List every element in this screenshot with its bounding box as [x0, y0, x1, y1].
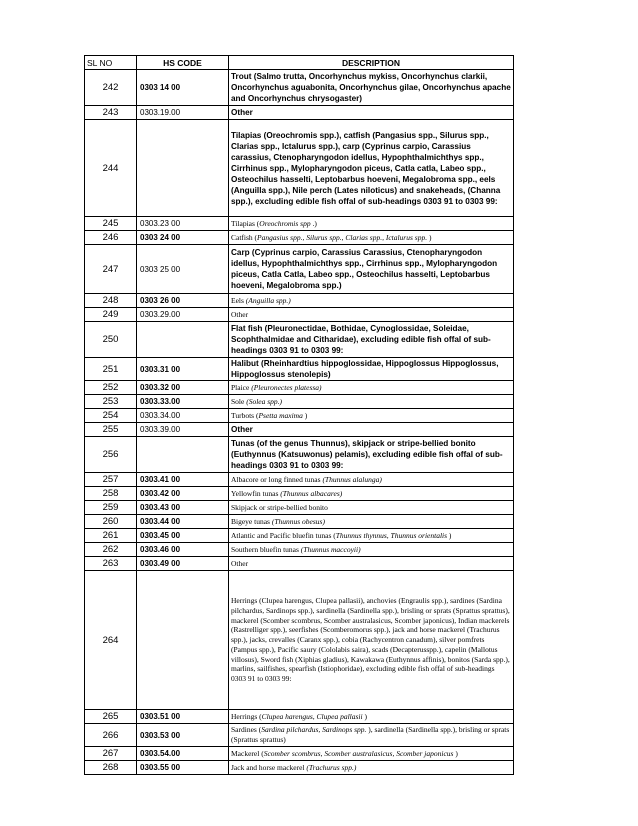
hs-code — [137, 120, 229, 217]
description: Catfish (Pangasius spp., Silurus spp., Clarias spp., Ictalurus spp. ) — [229, 231, 514, 245]
sl-no: 247 — [85, 245, 137, 294]
description: Atlantic and Pacific bluefin tunas (Thunnus thynnus, Thunnus orientalis ) — [229, 529, 514, 543]
hs-code: 0303 26 00 — [137, 294, 229, 308]
sl-no: 264 — [85, 571, 137, 710]
hs-code — [137, 437, 229, 473]
sl-no: 258 — [85, 487, 137, 501]
description: Turbots (Psetta maxima ) — [229, 409, 514, 423]
table-row — [85, 231, 514, 245]
hs-code: 0303 24 00 — [137, 231, 229, 245]
table-row — [85, 515, 514, 529]
hs-code: 0303.45 00 — [137, 529, 229, 543]
description: Albacore or long finned tunas (Thunnus alalunga) — [229, 473, 514, 487]
table-row — [85, 409, 514, 423]
description: Mackerel (Scomber scombrus, Scomber australasicus, Scomber japonicus ) — [229, 747, 514, 761]
hs-code: 0303.19.00 — [137, 106, 229, 120]
description: Plaice (Pleuronectes platessa) — [229, 381, 514, 395]
description: Tunas (of the genus Thunnus), skipjack or stripe-bellied bonito (Euthynnus (Katsuwonus) pelamis), excluding edible fish offal of sub-headings 0303 91 to 0303 99: — [229, 437, 514, 473]
table-row — [85, 473, 514, 487]
description: Other — [229, 308, 514, 322]
table-row — [85, 381, 514, 395]
description: Jack and horse mackerel (Trachurus spp.) — [229, 761, 514, 775]
description: Southern bluefin tunas (Thunnus maccoyii) — [229, 543, 514, 557]
table-row — [85, 747, 514, 761]
hs-code — [137, 322, 229, 358]
description: Other — [229, 423, 514, 437]
table-row — [85, 710, 514, 724]
hs-code: 0303.23 00 — [137, 217, 229, 231]
hs-code: 0303.33.00 — [137, 395, 229, 409]
table-row — [85, 761, 514, 775]
hs-code: 0303.55 00 — [137, 761, 229, 775]
table-row — [85, 437, 514, 473]
table-row — [85, 294, 514, 308]
table-row — [85, 308, 514, 322]
table-row — [85, 529, 514, 543]
description: Sole (Solea spp.) — [229, 395, 514, 409]
table-row — [85, 322, 514, 358]
hs-code: 0303.42 00 — [137, 487, 229, 501]
description: Skipjack or stripe-bellied bonito — [229, 501, 514, 515]
table-row — [85, 501, 514, 515]
description: Carp (Cyprinus carpio, Carassius Carassius, Ctenopharyngodon idellus, Hypophthalmichthys spp., Cirrhinus spp., Mylopharyngodon piceus, Catla Catla, Labeo spp., Osteochilus hasselti, Leptobarbus hoeveni, Megalobroma spp.) — [229, 245, 514, 294]
sl-no: 267 — [85, 747, 137, 761]
hs-code: 0303.49 00 — [137, 557, 229, 571]
sl-no: 261 — [85, 529, 137, 543]
table-row — [85, 557, 514, 571]
sl-no: 256 — [85, 437, 137, 473]
description: Other — [229, 557, 514, 571]
hs-code: 0303.39.00 — [137, 423, 229, 437]
sl-no: 246 — [85, 231, 137, 245]
table-row — [85, 217, 514, 231]
description: Trout (Salmo trutta, Oncorhynchus mykiss, Oncorhynchus clarkii, Oncorhynchus aguabonita, Oncorhynchus gilae, Oncorhynchus apache and Oncorhynchus chrysogaster) — [229, 70, 514, 106]
sl-no: 248 — [85, 294, 137, 308]
description: Yellowfin tunas (Thunnus albacares) — [229, 487, 514, 501]
description: Other — [229, 106, 514, 120]
table-row — [85, 571, 514, 710]
hs-code: 0303 14 00 — [137, 70, 229, 106]
table-row — [85, 120, 514, 217]
hs-code: 0303.53 00 — [137, 724, 229, 747]
description: Halibut (Rheinhardtius hippoglossidae, Hippoglossus Hippoglossus, Hippoglossus stenolepis) — [229, 358, 514, 381]
hs-code: 0303.32 00 — [137, 381, 229, 395]
hs-code: 0303.31 00 — [137, 358, 229, 381]
sl-no: 245 — [85, 217, 137, 231]
table-row — [85, 358, 514, 381]
sl-no: 265 — [85, 710, 137, 724]
hs-code-table — [84, 55, 514, 775]
sl-no: 260 — [85, 515, 137, 529]
sl-no: 259 — [85, 501, 137, 515]
sl-no: 249 — [85, 308, 137, 322]
hs-code: 0303.44 00 — [137, 515, 229, 529]
description: Tilapias (Oreochromis spp .) — [229, 217, 514, 231]
sl-no: 243 — [85, 106, 137, 120]
description: Bigeye tunas (Thunnus obesus) — [229, 515, 514, 529]
sl-no: 266 — [85, 724, 137, 747]
table-row — [85, 543, 514, 557]
sl-no: 255 — [85, 423, 137, 437]
sl-no: 262 — [85, 543, 137, 557]
hs-code: 0303.54.00 — [137, 747, 229, 761]
table-row — [85, 245, 514, 294]
sl-no: 257 — [85, 473, 137, 487]
table-row — [85, 724, 514, 747]
hs-code: 0303 25 00 — [137, 245, 229, 294]
hs-code: 0303.43 00 — [137, 501, 229, 515]
hs-code — [137, 571, 229, 710]
hs-code: 0303.46 00 — [137, 543, 229, 557]
sl-no: 253 — [85, 395, 137, 409]
description: Herrings (Clupea harengus, Clupea pallasii), anchovies (Engraulis spp.), sardines (Sardina pilchardus, Sardinops spp.), sardinella (Sardinella spp.), brisling or sprats (Sprattus sprattus), mackerel (Scomber scombrus, Scomber australasicus, Scomber japonicus), Indian mackerels (Rastrelliger spp.), seerfishes (Scomberomorus spp.), jack and horse mackerel (Trachurus spp.), jacks, crevalles (Caranx spp.), cobia (Rachycentron canadum), silver pomfrets (Pampus spp.), Pacific saury (Cololabis saira), scads (Decapterusspp.), capelin (Mallotus villosus), Sword fish (Xiphias gladius), Kawakawa (Euthynnus affinis), bonitos (Sarda spp.), marlins, sailfishes, spearfish (Istiophoridae), excluding edible fish offal of sub-headings 0303 91 to 0303 99: — [229, 571, 514, 710]
sl-no: 254 — [85, 409, 137, 423]
header-description: DESCRIPTION — [229, 56, 514, 70]
table-row — [85, 395, 514, 409]
description: Herrings (Clupea harengus, Clupea pallasii ) — [229, 710, 514, 724]
table-row — [85, 106, 514, 120]
hs-code: 0303.51 00 — [137, 710, 229, 724]
header-hs-code: HS CODE — [137, 56, 229, 70]
table-row — [85, 70, 514, 106]
hs-code: 0303.41 00 — [137, 473, 229, 487]
header-sl-no: SL NO — [85, 56, 137, 70]
sl-no: 263 — [85, 557, 137, 571]
sl-no: 244 — [85, 120, 137, 217]
sl-no: 250 — [85, 322, 137, 358]
table-row — [85, 423, 514, 437]
table-row — [85, 487, 514, 501]
hs-code: 0303.34.00 — [137, 409, 229, 423]
description: Flat fish (Pleuronectidae, Bothidae, Cynoglossidae, Soleidae, Scophthalmidae and Citharidae), excluding edible fish offal of sub-headings 0303 91 to 0303 99: — [229, 322, 514, 358]
description: Sardines (Sardina pilchardus, Sardinops spp. ), sardinella (Sardinella spp.), brisling or sprats (Sprattus sprattus) — [229, 724, 514, 747]
sl-no: 268 — [85, 761, 137, 775]
table-header-row — [85, 56, 514, 70]
sl-no: 252 — [85, 381, 137, 395]
sl-no: 251 — [85, 358, 137, 381]
sl-no: 242 — [85, 70, 137, 106]
description: Tilapias (Oreochromis spp.), catfish (Pangasius spp., Silurus spp., Clarias spp., Ictalurus spp.), carp (Cyprinus carpio, Carassius carassius, Ctenopharyngodon idellus, Hypophthalmichthys spp., Cirrhinus spp., Mylopharyngodon piceus, Catla catla, Labeo spp., Osteochilus hasselti, Leptobarbus hoeveni, Megalobroma spp., eels (Anguilla spp.), Nile perch (Lates niloticus) and snakeheads, (Channa spp.), excluding edible fish offal of sub-headings 0303 91 to 0303 99: — [229, 120, 514, 217]
description: Eels (Anguilla spp.) — [229, 294, 514, 308]
hs-code: 0303.29.00 — [137, 308, 229, 322]
